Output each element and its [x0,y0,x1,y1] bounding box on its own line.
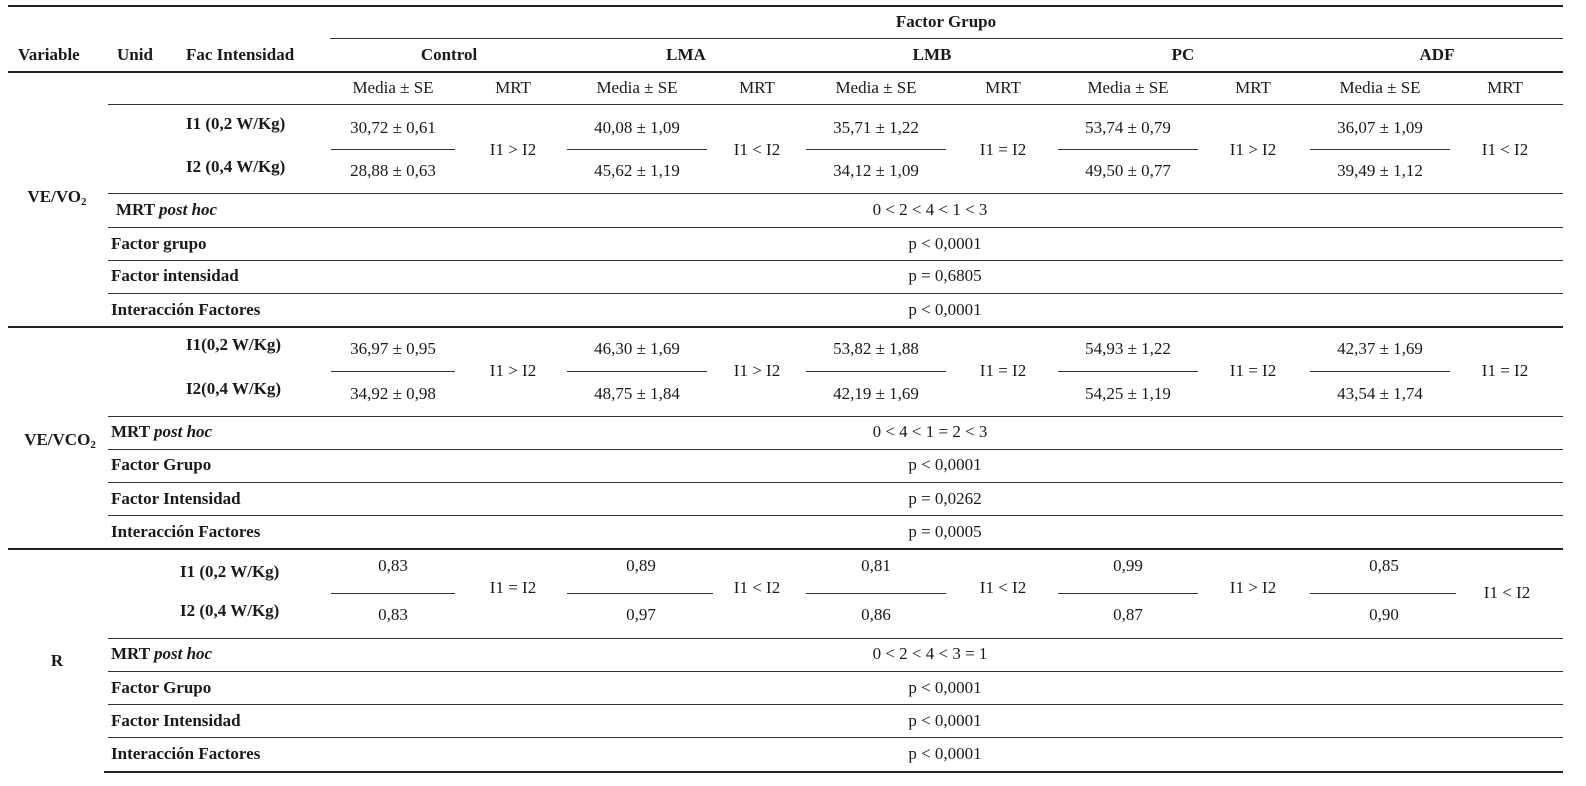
mrt-header-lmb: MRT [985,78,1021,97]
i1-value-pc: 0,99 [1113,556,1143,575]
factor-grupo-value: p < 0,0001 [908,678,982,697]
intensity-i1-label: I1 (0,2 W/Kg) [186,114,286,133]
value-separator [1310,149,1450,150]
value-separator [806,149,946,150]
value-separator [1310,593,1456,594]
factor-grupo-value: p < 0,0001 [908,455,982,474]
row-rule [108,449,1563,450]
mrt-post-hoc-label: MRT post hoc [116,200,218,219]
media-se-header-pc: Media ± SE [1087,78,1169,97]
mrt-header-control: MRT [495,78,531,97]
i2-value-lmb: 0,86 [861,605,891,624]
media-se-header-lma: Media ± SE [596,78,678,97]
row-rule [108,671,1563,672]
factor-grupo-header: Factor Grupo [895,12,997,31]
intensity-i2-label: I2(0,4 W/Kg) [186,379,282,398]
mrt-value-control: I1 > I2 [489,140,537,159]
factor-grupo-label: Factor Grupo [111,678,212,697]
value-separator [567,149,707,150]
mrt-value-adf: I1 = I2 [1481,361,1529,380]
media-se-header-adf: Media ± SE [1339,78,1421,97]
factor-intensidad-value: p < 0,0001 [908,711,982,730]
intensity-i1-label: I1 (0,2 W/Kg) [180,562,280,581]
i2-value-pc: 0,87 [1113,605,1143,624]
group-header-lmb: LMB [912,45,952,64]
row-rule [108,482,1563,483]
mrt-post-hoc-value: 0 < 4 < 1 = 2 < 3 [872,422,988,441]
interaccion-label: Interacción Factores [111,522,261,541]
subheader-rule [108,104,1563,105]
mrt-value-control: I1 = I2 [489,578,537,597]
fac-intensidad-header: Fac Intensidad [186,45,295,64]
i1-value-lmb: 0,81 [861,556,891,575]
mrt-value-lma: I1 < I2 [733,578,781,597]
i2-value-pc: 49,50 ± 0,77 [1085,161,1171,180]
i1-value-control: 36,97 ± 0,95 [350,339,436,358]
i2-value-control: 0,83 [378,605,408,624]
media-se-header-control: Media ± SE [352,78,434,97]
mrt-value-lmb: I1 = I2 [979,361,1027,380]
i1-value-control: 0,83 [378,556,408,575]
factor-grupo-value: p < 0,0001 [908,234,982,253]
i2-value-pc: 54,25 ± 1,19 [1085,384,1171,403]
intensity-i2-label: I2 (0,4 W/Kg) [180,601,280,620]
bottom-rule [104,771,1563,773]
value-separator [567,593,713,594]
value-separator [1058,371,1198,372]
i2-value-adf: 0,90 [1369,605,1399,624]
value-separator [806,371,946,372]
mrt-post-hoc-value: 0 < 2 < 4 < 1 < 3 [872,200,988,219]
variable-label-ve-vco2: $VE/VCO_2$ [24,430,96,451]
header-rule [8,71,1563,73]
i2-value-control: 28,88 ± 0,63 [350,161,436,180]
top-rule [8,5,1563,7]
i1-value-adf: 42,37 ± 1,69 [1337,339,1423,358]
factor-grupo-label: Factor grupo [111,234,207,253]
variable-header: Variable [18,45,80,64]
mrt-value-lma: I1 > I2 [733,361,781,380]
mrt-value-adf: I1 < I2 [1483,583,1531,602]
row-rule [108,737,1563,738]
i1-value-adf: 0,85 [1369,556,1399,575]
i1-value-lma: 0,89 [626,556,656,575]
mrt-value-lmb: I1 < I2 [979,578,1027,597]
i1-value-lmb: 53,82 ± 1,88 [833,339,919,358]
i1-value-lmb: 35,71 ± 1,22 [833,118,919,137]
i2-value-adf: 39,49 ± 1,12 [1337,161,1423,180]
mrt-value-pc: I1 > I2 [1229,140,1277,159]
block-rule [8,548,1563,550]
intensity-i2-label: I2 (0,4 W/Kg) [186,157,286,176]
i2-value-lma: 48,75 ± 1,84 [594,384,680,403]
media-se-header-lmb: Media ± SE [835,78,917,97]
i1-value-pc: 53,74 ± 0,79 [1085,118,1171,137]
value-separator [1310,371,1450,372]
mrt-header-lma: MRT [739,78,775,97]
i2-value-lma: 45,62 ± 1,19 [594,161,680,180]
variable-label-r: R [50,651,64,670]
factor-intensidad-value: p = 0,0262 [908,489,982,508]
i1-value-lma: 40,08 ± 1,09 [594,118,680,137]
factor-intensidad-label: Factor intensidad [111,266,239,285]
value-separator [567,371,707,372]
group-header-adf: ADF [1419,45,1455,64]
variable-label-ve-vo2: $VE/VO_2$ [27,187,87,208]
interaccion-label: Interacción Factores [111,744,261,763]
mrt-value-lma: I1 < I2 [733,140,781,159]
mrt-header-adf: MRT [1487,78,1523,97]
interaccion-value: p < 0,0001 [908,300,982,319]
mrt-value-lmb: I1 = I2 [979,140,1027,159]
mrt-post-hoc-value: 0 < 2 < 4 < 3 = 1 [872,644,988,663]
factor-intensidad-label: Factor Intensidad [111,489,241,508]
row-rule [108,638,1563,639]
i1-value-lma: 46,30 ± 1,69 [594,339,680,358]
intensity-i1-label: I1(0,2 W/Kg) [186,335,282,354]
row-rule [108,704,1563,705]
group-header-lma: LMA [666,45,706,64]
interaccion-value: p < 0,0001 [908,744,982,763]
i1-value-pc: 54,93 ± 1,22 [1085,339,1171,358]
block-rule [8,326,1563,328]
interaccion-label: Interacción Factores [111,300,261,319]
interaccion-value: p = 0,0005 [908,522,982,541]
i1-value-adf: 36,07 ± 1,09 [1337,118,1423,137]
mrt-header-pc: MRT [1235,78,1271,97]
factor-intensidad-value: p = 0,6805 [908,266,982,285]
factor-grupo-rule [330,38,1563,39]
i2-value-lma: 0,97 [626,605,656,624]
value-separator [1058,149,1198,150]
i2-value-lmb: 34,12 ± 1,09 [833,161,919,180]
i2-value-adf: 43,54 ± 1,74 [1337,384,1423,403]
row-rule [108,416,1563,417]
group-header-control: Control [420,45,478,64]
mrt-post-hoc-label: MRT post hoc [111,644,213,663]
i1-value-control: 30,72 ± 0,61 [350,118,436,137]
mrt-value-adf: I1 < I2 [1481,140,1529,159]
value-separator [806,593,946,594]
row-rule [108,515,1563,516]
value-separator [331,149,455,150]
row-rule [108,227,1563,228]
factor-intensidad-label: Factor Intensidad [111,711,241,730]
mrt-value-pc: I1 > I2 [1229,578,1277,597]
mrt-value-pc: I1 = I2 [1229,361,1277,380]
mrt-post-hoc-label: MRT post hoc [111,422,213,441]
i2-value-control: 34,92 ± 0,98 [350,384,436,403]
unid-header: Unid [117,45,153,64]
value-separator [331,593,455,594]
factor-grupo-label: Factor Grupo [111,455,212,474]
mrt-value-control: I1 > I2 [489,361,537,380]
row-rule [108,293,1563,294]
i2-value-lmb: 42,19 ± 1,69 [833,384,919,403]
row-rule [108,260,1563,261]
value-separator [331,371,455,372]
group-header-pc: PC [1171,45,1195,64]
row-rule [108,193,1563,194]
value-separator [1058,593,1198,594]
